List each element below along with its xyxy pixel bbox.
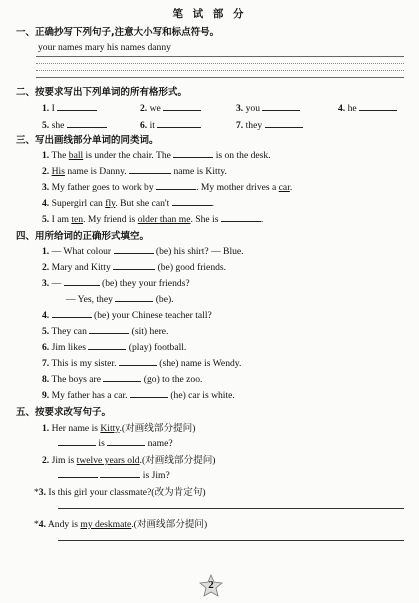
question-line: *3. Is this girl your classmate?(改为肯定句) [34, 487, 206, 498]
question-line: 9. My father has a car. (he) car is white. [42, 390, 235, 401]
possessive-item: 4. he [338, 101, 397, 114]
question-line: 2. Mary and Kitty (be) good friends. [42, 262, 227, 273]
writing-line [36, 70, 404, 71]
question-line: 3. — (be) they your friends? [42, 278, 190, 289]
answer-line: is Jim? [58, 468, 170, 481]
possessive-item: 5. she [42, 118, 107, 131]
possessive-item: 3. you [236, 101, 300, 114]
question-line: 5. I am ten. My friend is older than me. She is . [42, 214, 264, 225]
question-line: *4. Andy is my deskmate.(对画线部分提问) [34, 519, 208, 530]
answer-line [58, 540, 404, 541]
question-line: 5. They can (sit) here. [42, 326, 169, 337]
question-line: 3. My father goes to work by . My mother drives a car. [42, 182, 293, 193]
possessive-item: 1. I [42, 101, 97, 114]
answer-line [58, 508, 404, 509]
section-5-heading: 五、按要求改写句子。 [16, 407, 112, 418]
question-line: 8. The boys are (go) to the zoo. [42, 374, 203, 385]
question-line: 2. His name is Danny. name is Kitty. [42, 166, 227, 177]
question-line: 4. Supergirl can fly. But she can't . [42, 198, 215, 209]
question-line: 1. — What colour (be) his shirt? — Blue. [42, 246, 244, 257]
page-title: 笔 试 部 分 [172, 8, 247, 20]
possessive-item: 2. we [140, 101, 201, 114]
writing-line [36, 56, 404, 57]
question-line: 2. Jim is twelve years old.(对画线部分提问) [42, 455, 216, 466]
question-line: 6. Jim likes (play) football. [42, 342, 187, 353]
section-1-heading: 一、正确抄写下列句子,注意大小写和标点符号。 [16, 27, 220, 38]
writing-line [36, 77, 404, 78]
page-number: 2 [208, 579, 214, 591]
copy-sentence: your names mary his names danny [38, 42, 171, 53]
question-line: 1. Her name is Kitty.(对画线部分提问) [42, 423, 196, 434]
section-3-heading: 三、写出画线部分单词的同类词。 [16, 135, 159, 146]
question-line: 7. This is my sister. (she) name is Wendy. [42, 358, 242, 369]
question-line: 4. (be) your Chinese teacher tall? [42, 310, 212, 321]
section-4-heading: 四、用所给词的正确形式填空。 [16, 231, 150, 242]
possessive-item: 7. they [236, 118, 303, 131]
possessive-item: 6. it [140, 118, 201, 131]
question-line: 1. The ball is under the chair. The is on the desk. [42, 150, 271, 161]
question-line: — Yes, they (be). [66, 294, 174, 305]
page-number-badge [198, 574, 224, 598]
answer-line: is name? [58, 436, 173, 449]
section-2-heading: 二、按要求写出下列单词的所有格形式。 [16, 87, 188, 98]
writing-line [36, 63, 404, 64]
